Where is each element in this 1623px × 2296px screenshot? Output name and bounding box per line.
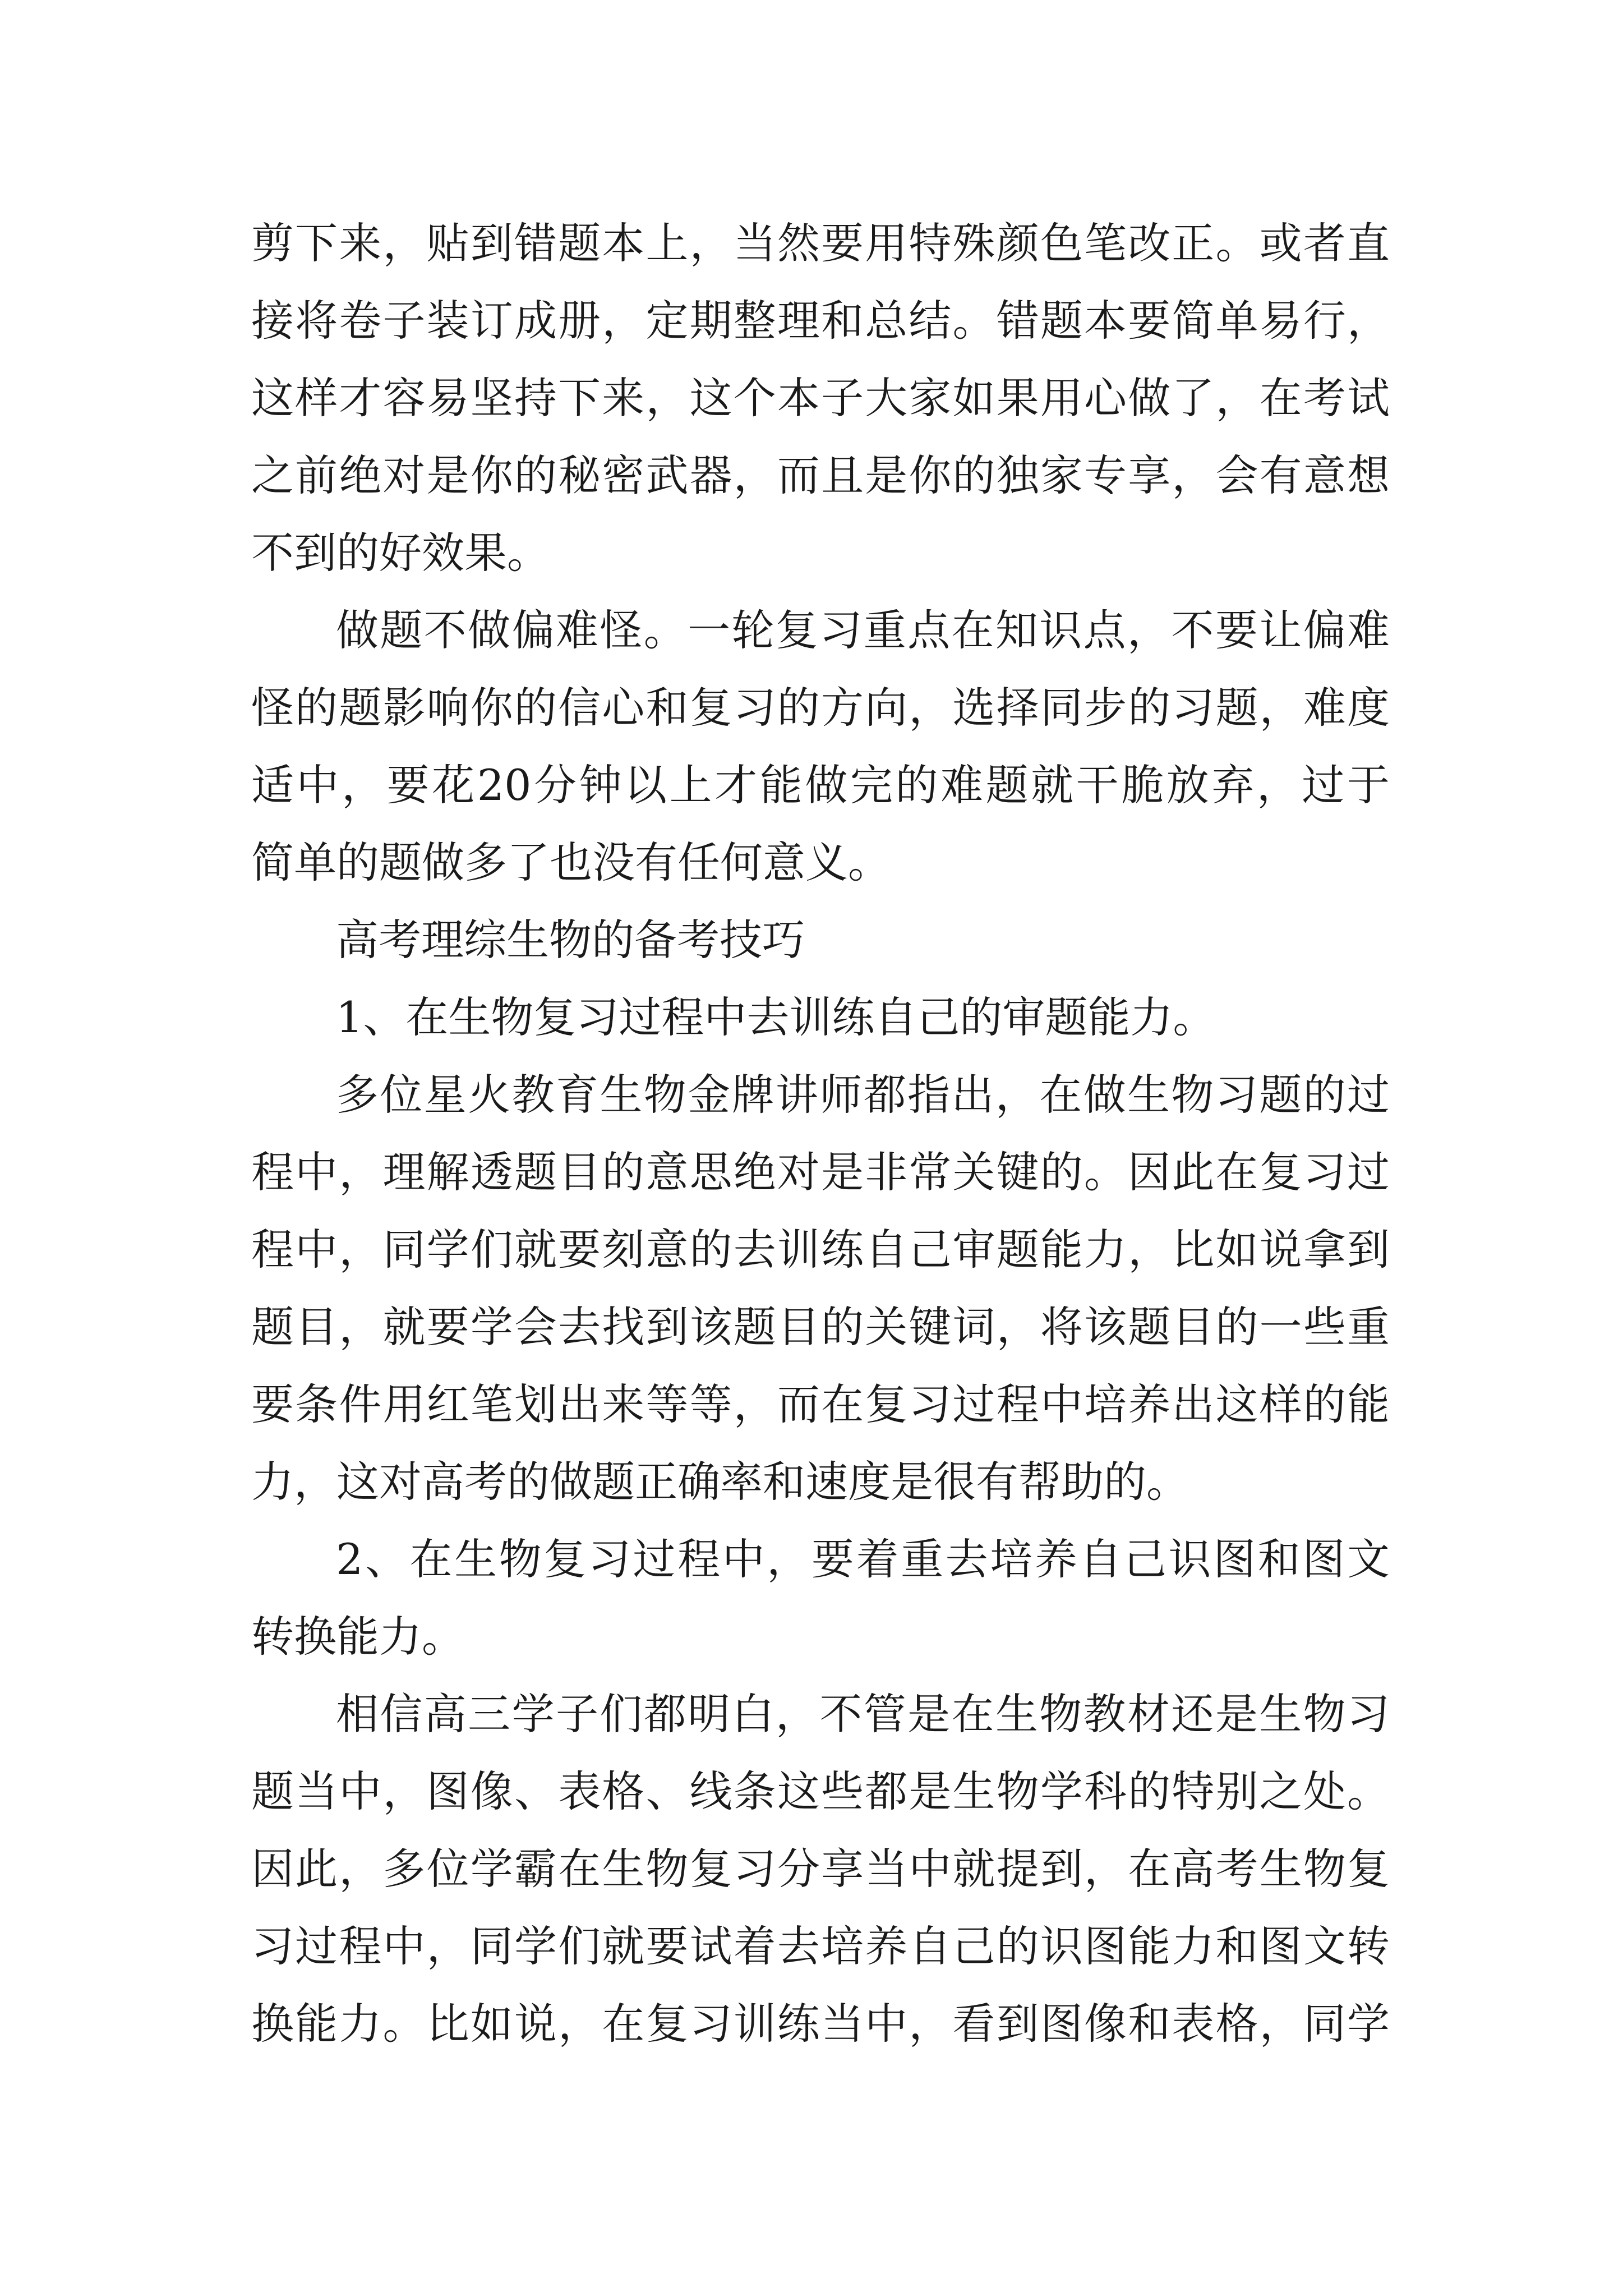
text-line: 力，这对高考的做题正确率和速度是很有帮助的。 <box>251 1457 1189 1507</box>
paragraph-start-line: 多位星火教育生物金牌讲师都指出，在做生物习题的过 <box>336 1070 1390 1120</box>
text-line: 因此，多位学霸在生物复习分享当中就提到，在高考生物复 <box>251 1844 1390 1894</box>
subheading-2: 2、在生物复习过程中，要着重去培养自己识图和图文 <box>336 1534 1390 1584</box>
text-line: 题目，就要学会去找到该题目的关键词，将该题目的一些重 <box>251 1302 1390 1352</box>
text-line: 要条件用红笔划出来等等，而在复习过程中培养出这样的能 <box>251 1379 1390 1429</box>
text-line: 习过程中，同学们就要试着去培养自己的识图能力和图文转 <box>251 1921 1390 1971</box>
text-line: 转换能力。 <box>251 1612 464 1662</box>
paragraph-start-line: 做题不做偏难怪。一轮复习重点在知识点，不要让偏难 <box>336 605 1390 655</box>
paragraph-start-line: 相信高三学子们都明白，不管是在生物教材还是生物习 <box>336 1689 1390 1739</box>
subheading-1: 1、在生物复习过程中去训练自己的审题能力。 <box>336 992 1216 1042</box>
text-line: 剪下来，贴到错题本上，当然要用特殊颜色笔改正。或者直 <box>251 218 1390 268</box>
text-line: 接将卷子装订成册，定期整理和总结。错题本要简单易行， <box>251 296 1390 346</box>
text-line: 程中，理解透题目的意思绝对是非常关键的。因此在复习过 <box>251 1147 1390 1197</box>
text-line: 怪的题影响你的信心和复习的方向，选择同步的习题，难度 <box>251 683 1390 733</box>
text-line: 题当中，图像、表格、线条这些都是生物学科的特别之处。 <box>251 1766 1390 1816</box>
text-line: 不到的好效果。 <box>251 528 550 578</box>
text-line: 适中，要花20分钟以上才能做完的难题就干脆放弃，过于 <box>251 760 1390 810</box>
section-heading: 高考理综生物的备考技巧 <box>336 915 805 965</box>
text-line: 换能力。比如说，在复习训练当中，看到图像和表格，同学 <box>251 1999 1390 2049</box>
text-line: 程中，同学们就要刻意的去训练自己审题能力，比如说拿到 <box>251 1225 1390 1274</box>
text-line: 之前绝对是你的秘密武器，而且是你的独家专享，会有意想 <box>251 450 1390 500</box>
text-line: 简单的题做多了也没有任何意义。 <box>251 838 891 887</box>
text-line: 这样才容易坚持下来，这个本子大家如果用心做了，在考试 <box>251 373 1390 423</box>
